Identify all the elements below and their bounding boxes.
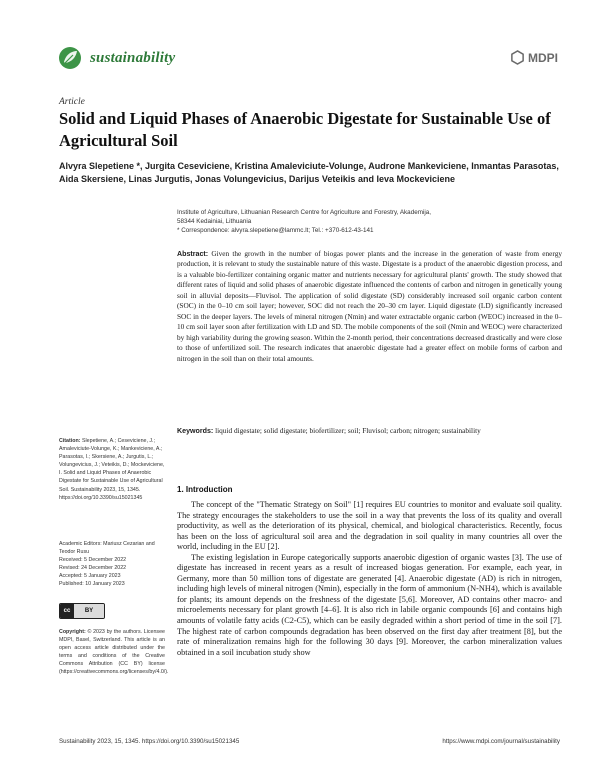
section-heading: 1. Introduction — [177, 485, 233, 494]
abstract — [177, 249, 562, 364]
paragraph: The existing legislation in Europe categorically supports anaerobic digestion of organic wastes [3]. The use of digestate has increased in recent years as a result of increased biogas generation. For example, each year, in Germany, more than 50 million tons of digestate are generated [4]. Anaerobic digestate (AD) is rich in nitrogen, including high levels of mineral nitrogen (Nmin), especially in the form of ammonium (N-NH4), which is available for plants; its amount depends on the freshness of the digestate [5,6]. Moreover, AD contains other macro- and microelements necessary for plant growth [4–6]. It is also rich in labile organic compounds [6] and contains high amounts of volatile fatty acids (C2-C5), which can be easily degraded within a short period of time in the soil [7]. The highest rate of carbon compounds degradation has been observed on the first day after treatment [8], but the rate of mineralization remains high for the following 30 days [9]. Moreover, the carbon mineralization values obtained in a soil incubation study show — [177, 552, 562, 657]
body-text — [177, 500, 562, 658]
published-date: Published: 10 January 2023 — [59, 581, 125, 588]
editors-label: Academic Editors: — [59, 541, 102, 547]
sustainability-leaf-icon — [58, 46, 82, 70]
citation-text: Slepetiene, A.; Ceseviciene, J.; Amaleviciute-Volunge, K.; Mankeviciene, A.; Parasotas, I.; Skersiene, A.; Jurgutis, L.; Volungevicius, J.; Veteikis, D.; Mockeviciene, I. Solid and Liquid Phases of Anaerobic Digestate for Sustainable Use of Agricultural Soil. Sustainability 2023, 15, 1345. https://doi.org/10.3390/su15021345 — [59, 438, 165, 501]
citation-block — [59, 437, 165, 502]
copyright-text: © 2023 by the authors. Licensee MDPI, Basel, Switzerland. This article is an open access article distributed under the terms and conditions of the Creative Commons Attribution (CC BY) license (https://creativecommons.org/licenses/by/4.0/). — [59, 629, 169, 676]
mdpi-hexagon-icon — [510, 50, 525, 65]
journal-logo — [58, 46, 175, 70]
revised-date: Revised: 24 December 2022 — [59, 565, 127, 572]
author-list: Alvyra Slepetiene *, Jurgita Ceseviciene, Kristina Amaleviciute-Volunge, Audrone Mankeviciene, Inmantas Parasotas, Aida Skersiene, Linas Jurgutis, Jonas Volungevicius, Darijus Veteikis and Ieva Mockeviciene — [59, 161, 559, 184]
keywords — [177, 426, 562, 437]
cc-by-license-badge[interactable] — [59, 603, 105, 619]
copyright-notice — [59, 628, 169, 677]
accepted-date: Accepted: 5 January 2023 — [59, 573, 121, 580]
article-dates — [59, 556, 165, 588]
keywords-text: liquid digestate; solid digestate; biofertilizer; soil; Fluvisol; carbon; nitrogen; sustainability — [215, 426, 481, 435]
received-date: Received: 5 December 2022 — [59, 557, 127, 563]
academic-editors — [59, 540, 165, 556]
footer-citation: Sustainability 2023, 15, 1345. https://doi.org/10.3390/su15021345 — [59, 738, 240, 745]
publisher-logo — [510, 50, 558, 65]
cc-icon: cc — [60, 604, 74, 618]
paragraph: The concept of the "Thematic Strategy on Soil" [1] requires EU countries to monitor and evaluate soil quality. The strategy encourages the stakeholders to use the soil in a way that prevents the loss of its quality and overall productivity, as well as the deterioration of its physical, chemical, and biological characteristics. Recently, focus has been on the loss of agricultural soil area and the degradation in soil quality in many countries all over the world, including in the EU [2]. — [177, 500, 562, 552]
by-icon: BY — [74, 604, 104, 618]
correspondence: * Correspondence: alvyra.slepetiene@lammc.lt; Tel.: +370-612-43-141 — [177, 227, 374, 234]
journal-name: sustainability — [90, 49, 176, 66]
affiliation-line: Institute of Agriculture, Lithuanian Research Centre for Agriculture and Forestry, Akademija, — [177, 209, 431, 216]
article-title: Solid and Liquid Phases of Anaerobic Digestate for Sustainable Use of Agricultural Soil — [59, 109, 551, 150]
publisher-name: MDPI — [528, 50, 558, 65]
affiliation-line: 58344 Kedainiai, Lithuania — [177, 218, 252, 225]
abstract-text: Given the growth in the number of biogas power plants and the increase in the generation of waste from energy production, it is relevant to study the sustainable nature of this waste. Digestate is a product of the anaerobic digestion process, and is a valuable bio-fertilizer containing organic matter and nutrients necessary for agricultural plants' growth. The study showed that different rates of liquid and solid phases of anaerobic digestate influenced the contents of carbon and nitrogen in genetically young soil in alluvial deposits—Fluvisol. The application of solid digestate (SD) considerably increased soil organic carbon content (SOC) in the 0–10 cm soil layer; however, SOC did not reach the 20–30 cm layer. Liquid digestate (LD) significantly increased SOC in the deeper layers. The levels of mineral nitrogen (Nmin) and water extractable organic carbon (WEOC) increased in the 0–10 cm soil layer soon after fertilization with LD and SD. The mobile components of the soil (Nmin and WEOC) were characterized by high variability during the growing season. Within the 2-month period, their concentrations decreased drastically and were close to those of unfertilized soil. The research indicates that anaerobic digestate had a greater effect on mobile forms of carbon and nitrogen in the soil than on their total amounts. — [177, 249, 562, 363]
abstract-label: Abstract: — [177, 250, 209, 258]
copyright-label: Copyright: — [59, 629, 86, 635]
editors-text: Mariusz Cezarian and Teodor Rusu — [59, 541, 155, 556]
footer-journal-url[interactable]: https://www.mdpi.com/journal/sustainability — [442, 738, 560, 745]
affiliation-block — [177, 208, 557, 235]
article-type: Article — [59, 97, 85, 107]
citation-label: Citation: — [59, 438, 81, 444]
keywords-label: Keywords: — [177, 427, 214, 435]
